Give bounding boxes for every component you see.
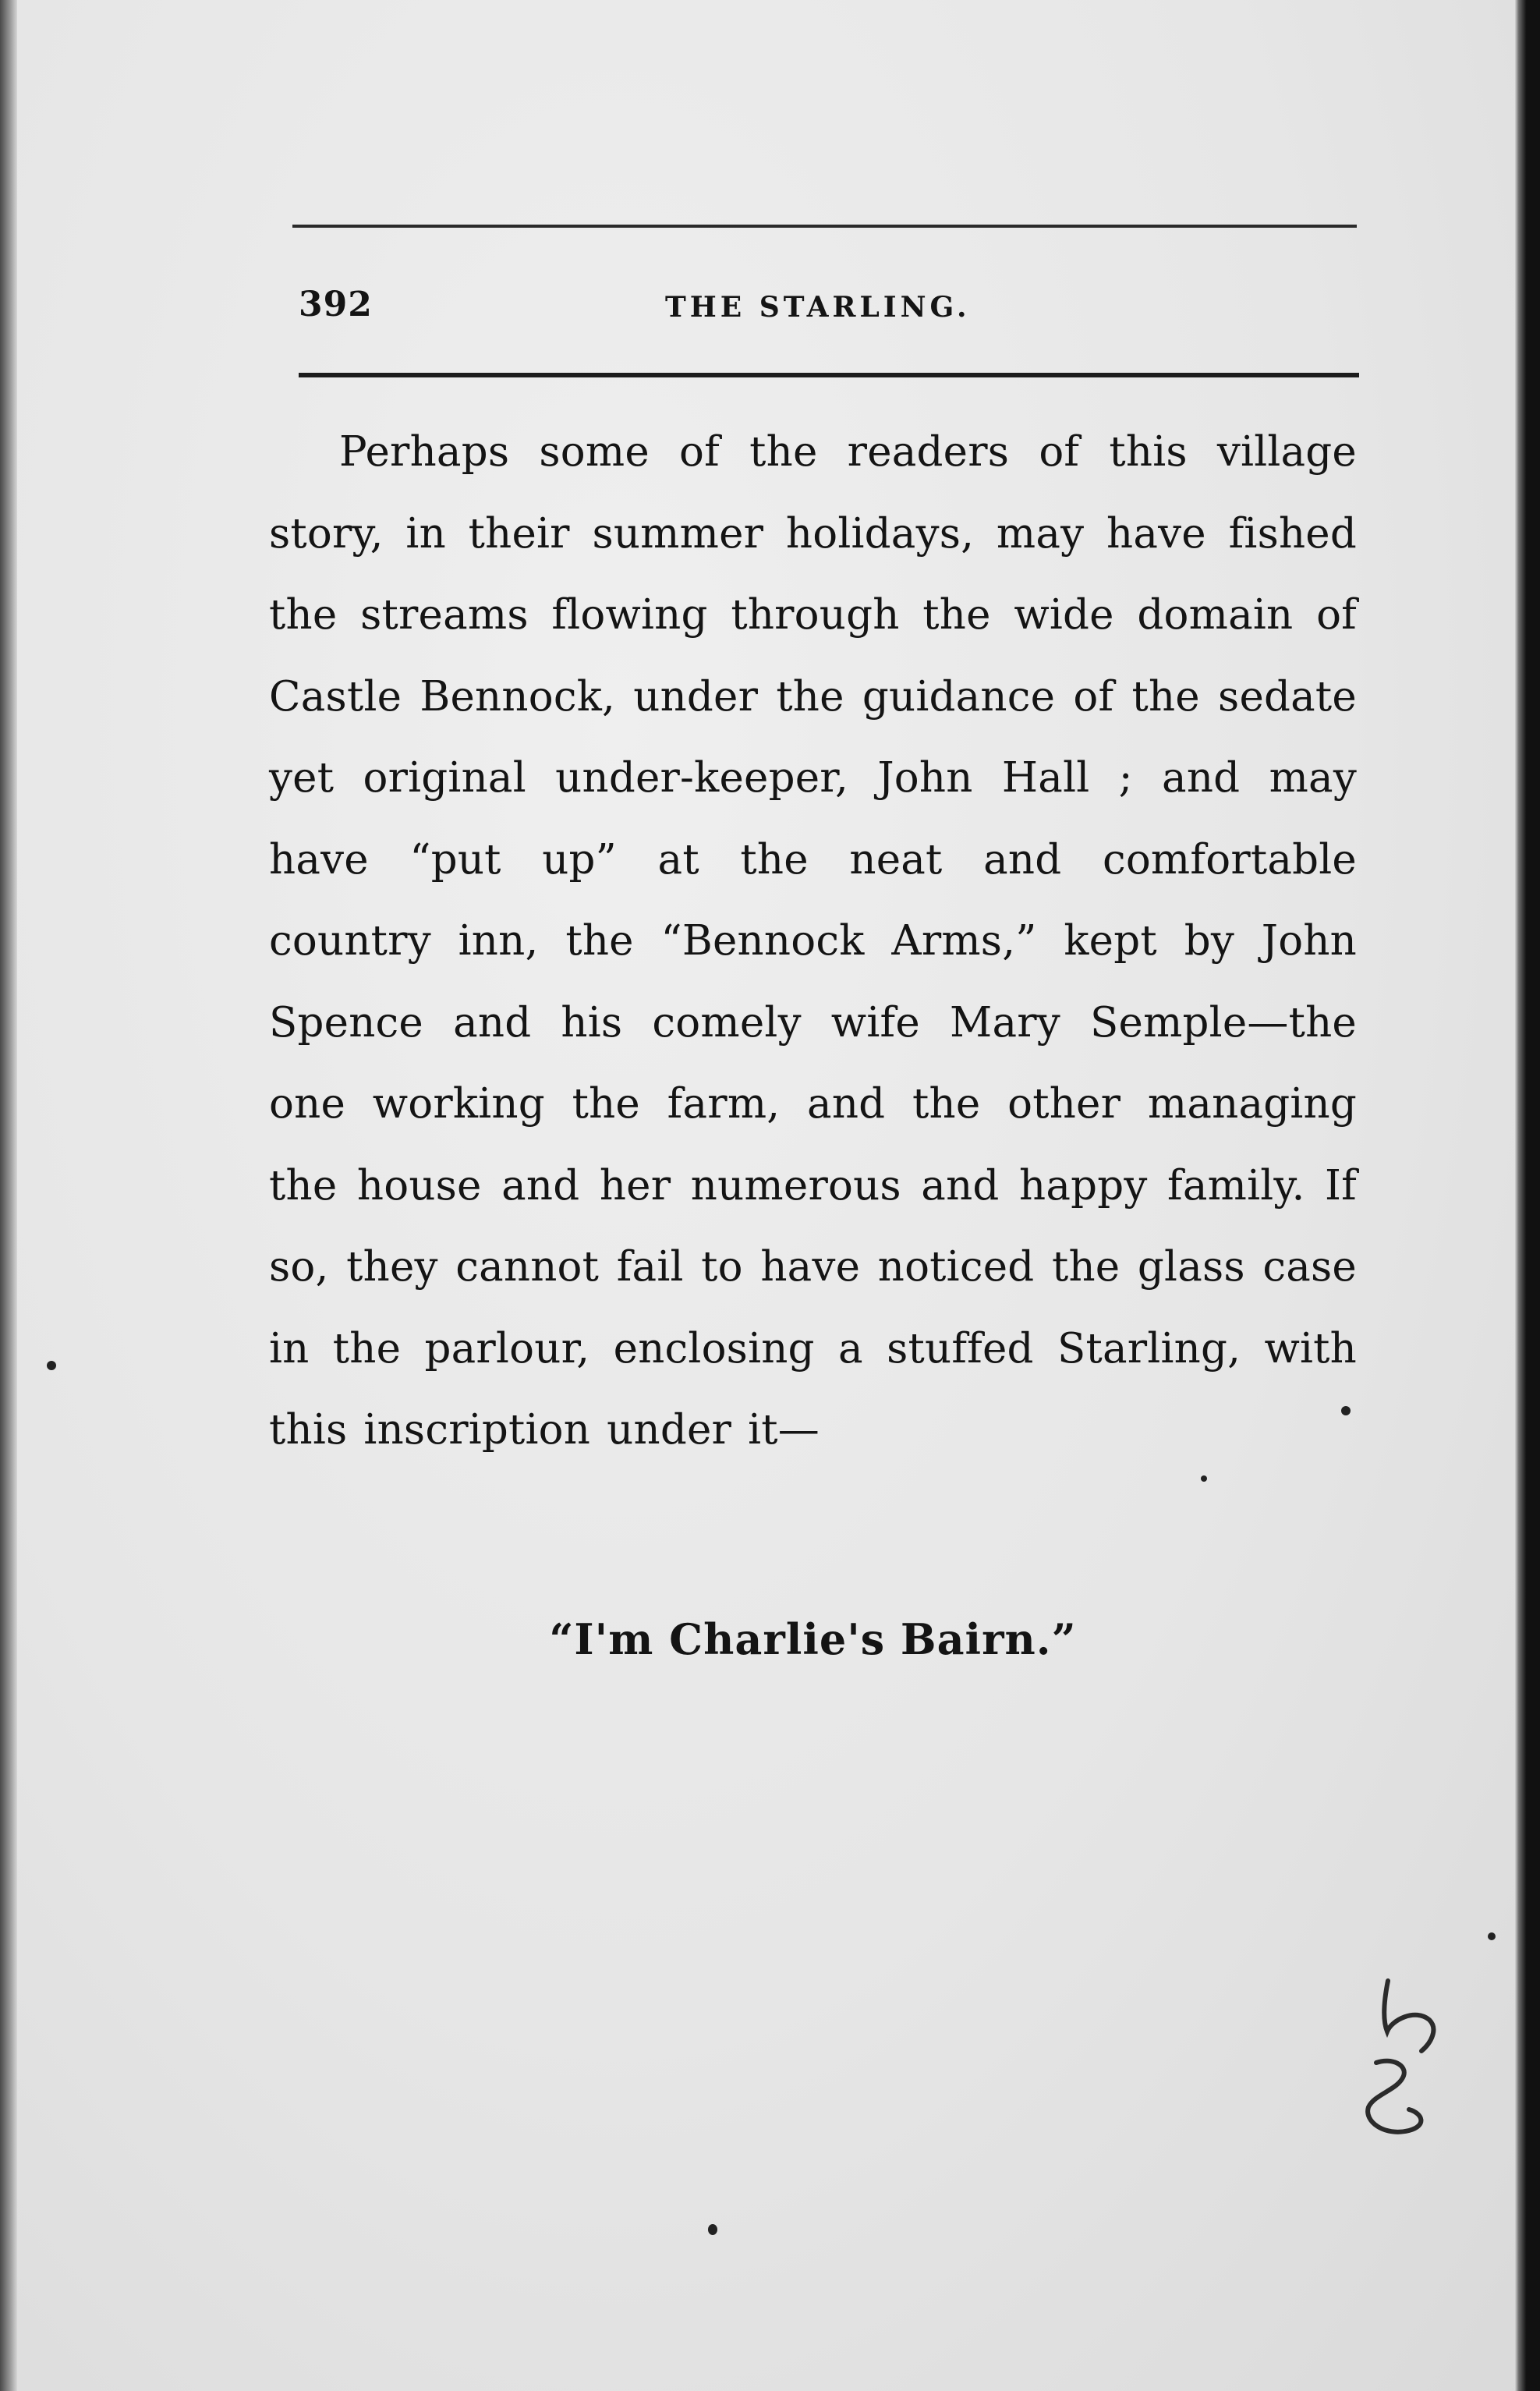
ink-speck [708,2224,717,2235]
top-rule [292,225,1357,228]
page-left-edge [0,0,17,2391]
ink-speck [1341,1406,1351,1415]
header-rule [299,373,1359,377]
page-right-edge [1515,0,1540,2391]
page-number: 392 [299,285,373,324]
page-header [299,285,1359,331]
ink-speck [1201,1475,1207,1482]
inscription: “I'm Charlie's Bairn.” [549,1614,1077,1664]
body-paragraph: Perhaps some of the readers of this village story, in their summer holidays, may have fished the streams flowing through the wide domain of Castle Bennock, under the guidance of the sedate yet original under-keeper, John Hall ; and may have “put up” at the neat and comfortable country inn, the “Bennock Arms,” kept by John Spence and his comely wife Mary Semple—the one working the farm, and the other managing the house and her numerous and happy family. If so, they cannot fail to have noticed the glass case in the parlour, enclosing a stuffed Starling, with this inscription under it— [269,428,1357,1454]
ink-speck [47,1361,56,1370]
ink-speck [1488,1932,1496,1940]
running-head: THE STARLING. [665,291,971,324]
pencil-mark-icon [1361,1965,1454,2145]
